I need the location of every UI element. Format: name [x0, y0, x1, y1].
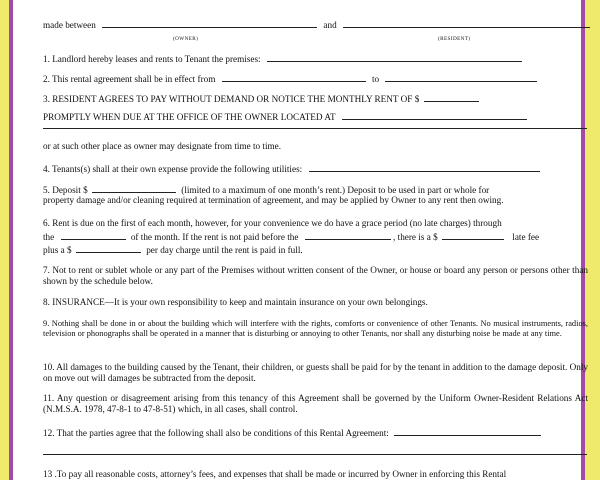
deposit-label: 5. Deposit $: [43, 185, 88, 195]
conditions-field[interactable]: [394, 427, 541, 436]
clause-4: [43, 163, 588, 175]
clause-2-text: 2. This rental agreement shall be in effect from: [43, 74, 216, 84]
clause-8: 8. INSURANCE—It is your own responsibility to keep and maintain insurance on your own belongings.: [43, 297, 428, 307]
resident-caption: (RESIDENT): [438, 36, 471, 42]
clause-6: 6. Rent is due on the first of each month, however, for your convenience we do have a grace period (no late charges) through: [43, 218, 502, 228]
clause-6-b: [43, 231, 588, 243]
clause-7: 7. Not to rent or sublet whole or any part of the Premises without written consent of the Owner, or house or board any person or persons other than shown by the schedule below.: [43, 265, 588, 286]
made-between-label: made between: [43, 20, 96, 30]
daily-charge-text: per day charge until the rent is paid in full.: [146, 245, 303, 255]
daily-charge-field[interactable]: [76, 244, 141, 253]
clause-1: [43, 53, 588, 65]
clause-2: [43, 73, 588, 85]
clause-6-c: [43, 244, 588, 256]
resident-name-field[interactable]: [343, 19, 590, 28]
deposit-field[interactable]: [92, 184, 176, 193]
the-label: the: [43, 232, 55, 242]
plus-label: plus a $: [43, 245, 72, 255]
parties-line: [43, 19, 588, 31]
end-date-field[interactable]: [385, 73, 537, 82]
conditions-line-2[interactable]: [43, 454, 587, 455]
grace-day-field[interactable]: [61, 231, 126, 240]
late-date-field[interactable]: [305, 231, 391, 240]
premises-field[interactable]: [267, 53, 522, 62]
clause-5-cont: property damage and/or cleaning required at termination of agreement, and may be applied by Owner to any rent then owing.: [43, 195, 504, 205]
and-label: and: [323, 20, 337, 30]
clause-13: 13 .To pay all reasonable costs, attorney’s fees, and expenses that shall be made or incurred by Owner in enforcing this Rental: [43, 469, 507, 479]
late-fee-label: , there is a $: [393, 232, 438, 242]
clause-12-text: 12. That the parties agree that the following shall also be conditions of this Rental Agreement:: [43, 428, 389, 438]
late-fee-suffix: late fee: [512, 232, 540, 242]
utilities-field[interactable]: [309, 163, 540, 172]
office-location-text: PROMPTLY WHEN DUE AT THE OFFICE OF THE OWNER LOCATED AT: [43, 112, 336, 122]
office-location-line-2[interactable]: [43, 128, 587, 129]
clause-3-other-place: or at such other place as owner may designate from time to time.: [43, 141, 282, 151]
owner-caption: (OWNER): [173, 36, 199, 42]
clause-4-text: 4. Tenants(s) shall at their own expense provide the following utilities:: [43, 164, 303, 174]
rental-agreement-page: [13, 0, 588, 480]
clause-11: 11. Any question or disagreement arising from this tenancy of this Agreement shall be governed by the Uniform Owner-Resident Relations Act (N.M.S.A. 1978, 47-8-1 to 47-8-51) which, in all cases, shall control.: [43, 393, 588, 414]
clause-3: [43, 93, 588, 105]
start-date-field[interactable]: [222, 73, 366, 82]
clause-3-text: 3. RESIDENT AGREES TO PAY WITHOUT DEMAND OR NOTICE THE MONTHLY RENT OF $: [43, 94, 420, 104]
clause-12: [43, 427, 588, 439]
late-fee-field[interactable]: [442, 231, 504, 240]
clause-6-text: of the month. If the rent is not paid before the: [130, 232, 299, 242]
clause-9: 9. Nothing shall be done in or about the building which will interfere with the rights, comforts or convenience of other Tenants. No musical instruments, radios, television or phonographs shall be operated in a manner that is disturbing or annoying to other Tenants, nor shall any disturbing noise be made at any time.: [43, 319, 588, 338]
office-location-field[interactable]: [342, 111, 527, 120]
clause-10: 10. All damages to the building caused by the Tenant, their children, or guests shall be paid for by the tenant in addition to the damage deposit. Only on move out will damages be subtracted from the deposit.: [43, 362, 588, 383]
monthly-rent-field[interactable]: [424, 93, 479, 102]
owner-name-field[interactable]: [102, 19, 317, 28]
clause-5-text: (limited to a maximum of one month’s rent.) Deposit to be used in part or whole for: [181, 185, 490, 195]
clause-3-location: [43, 111, 588, 123]
to-label: to: [371, 74, 380, 84]
clause-1-text: 1. Landlord hereby leases and rents to Tenant the premises:: [43, 54, 261, 64]
